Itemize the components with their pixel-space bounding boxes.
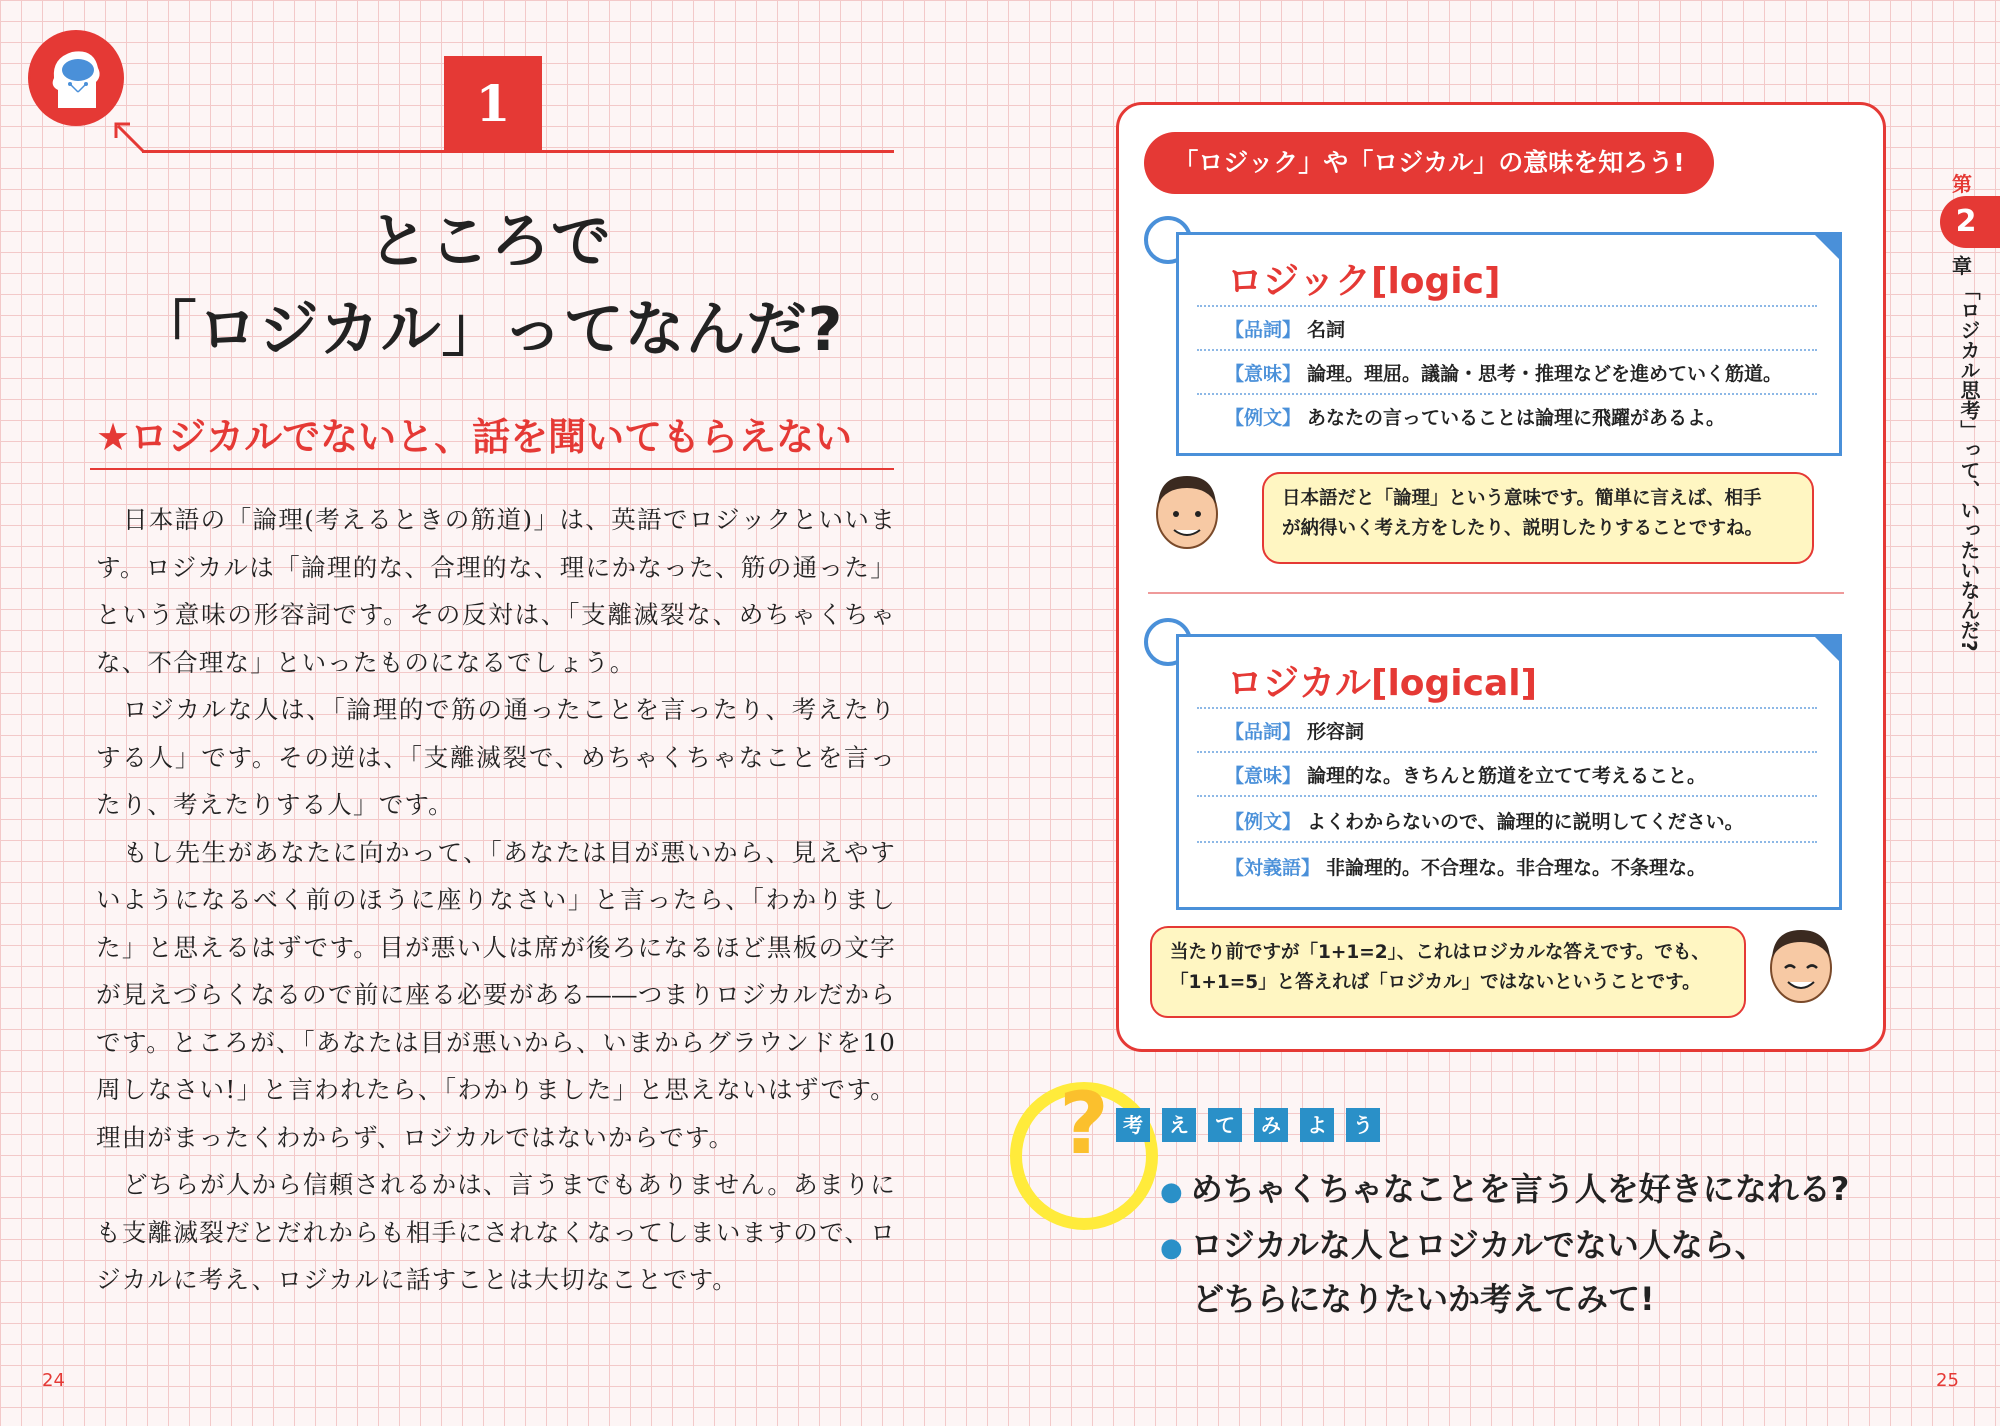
logic-row — [1225, 315, 1345, 342]
paragraph: どちらが人から信頼されるかは、言うまでもありません。あまりにも支離滅裂だとだれからも相手にされなくなってしまいますので、ロジカルに考え、ロジカルに話すことは大切なことです。 — [96, 1170, 896, 1294]
section-number: 1 — [444, 56, 542, 152]
bullet-icon: ● — [1160, 1233, 1183, 1263]
logic-term: ロジック[logic] — [1227, 261, 1501, 302]
question-1 — [1160, 1164, 1849, 1210]
think-char: う — [1346, 1108, 1380, 1142]
section-heading: ★ロジカルでないと、話を聞いてもらえない — [96, 415, 853, 459]
teacher-avatar — [1148, 464, 1226, 554]
think-char: よ — [1300, 1108, 1334, 1142]
divider — [1197, 349, 1817, 351]
chapter-suffix: 章 — [1952, 254, 1972, 278]
row-tag: 【品詞】 — [1225, 319, 1302, 341]
question-2 — [1160, 1220, 1767, 1266]
paragraph: 日本語の「論理(考えるときの筋道)」は、英語でロジックといいます。ロジカルは「論理的な、合理的な、理にかなった、筋の通った」という意味の形容詞です。その反対は、「支離滅裂な、めちゃくちゃな、不合理な」といったものになるでしょう。 — [96, 505, 896, 677]
bullet-icon: ● — [1160, 1177, 1183, 1207]
row-text: よくわからないので、論理的に説明してください。 — [1307, 811, 1744, 833]
row-text: 論理。理屈。議論・思考・推理などを進めていく筋道。 — [1307, 363, 1783, 385]
row-text: 名詞 — [1307, 319, 1346, 341]
think-label — [1116, 1108, 1392, 1142]
logical-row — [1225, 807, 1744, 834]
think-char: て — [1208, 1108, 1242, 1142]
divider — [1197, 707, 1817, 709]
logic-row — [1225, 359, 1782, 386]
row-text: あなたの言っていることは論理に飛躍があるよ。 — [1307, 407, 1726, 429]
row-tag: 【意味】 — [1225, 765, 1302, 787]
logic-row — [1225, 403, 1725, 430]
chapter-title-vertical: 「ロジカル思考」って、いったいなんだ? — [1957, 280, 1981, 652]
think-char: み — [1254, 1108, 1288, 1142]
comment-line: 日本語だと「論理」という意味です。簡単に言えば、相手 — [1282, 488, 1762, 509]
chapter-tab — [1940, 196, 2000, 248]
title-line-1: ところで — [368, 207, 612, 277]
logical-card — [1176, 634, 1842, 910]
logical-row — [1225, 717, 1364, 744]
logical-term: ロジカル[logical] — [1227, 663, 1538, 704]
divider — [1197, 841, 1817, 843]
divider — [1197, 795, 1817, 797]
row-tag: 【品詞】 — [1225, 721, 1302, 743]
row-text: 形容詞 — [1307, 721, 1365, 743]
divider — [1197, 751, 1817, 753]
paragraph: もし先生があなたに向かって、「あなたは目が悪いから、見えやすいようになるべく前のほうに座りなさい」と言ったら、「わかりました」と思えるはずです。目が悪い人は席が後ろになるほど黒板の文字が見えづらくなるので前に座る必要がある――つまりロジカルだからです。ところが、「あなたは目が悪いから、いまからグラウンドを10周しなさい!」と言われたら、「わかりました」と思えないはずです。理由がまったくわからず、ロジカルではないからです。 — [96, 837, 896, 1152]
chapter-tab-number: 2 — [1955, 204, 1977, 239]
comment-line: 当たり前ですが「1+1=2」、これはロジカルな答えです。でも、 — [1170, 942, 1710, 963]
divider — [1197, 393, 1817, 395]
corner-fold — [1812, 634, 1842, 664]
teacher-avatar — [1762, 918, 1840, 1008]
think-char: 考 — [1116, 1108, 1150, 1142]
logic-card — [1176, 232, 1842, 456]
page-number-right: 25 — [1936, 1370, 1959, 1391]
question-text: めちゃくちゃなことを言う人を好きになれる? — [1190, 1170, 1850, 1208]
box-heading: 「ロジック」や「ロジカル」の意味を知ろう! — [1144, 132, 1714, 194]
body-text — [96, 496, 896, 1304]
divider — [1197, 305, 1817, 307]
logic-comment-bubble — [1262, 472, 1814, 564]
page-number-left: 24 — [42, 1370, 65, 1391]
paragraph: ロジカルな人は、「論理的で筋の通ったことを言ったり、考えたりする人」です。その逆は、「支離滅裂で、めちゃくちゃなことを言ったり、考えたりする人」です。 — [96, 695, 896, 819]
question-text: ロジカルな人とロジカルでない人なら、 — [1190, 1226, 1767, 1264]
arrow-icon — [112, 120, 146, 154]
chapter-prefix: 第 — [1952, 172, 1972, 196]
section-rule — [90, 468, 894, 470]
row-tag: 【対義語】 — [1225, 857, 1321, 879]
question-mark-icon: ? — [1059, 1074, 1109, 1174]
logical-comment-bubble — [1150, 926, 1746, 1018]
title-line-2: 「ロジカル」ってなんだ? — [136, 295, 844, 365]
think-char: え — [1162, 1108, 1196, 1142]
row-tag: 【例文】 — [1225, 407, 1302, 429]
row-tag: 【例文】 — [1225, 811, 1302, 833]
question-2-cont: どちらになりたいか考えてみて! — [1192, 1280, 1655, 1318]
row-tag: 【意味】 — [1225, 363, 1302, 385]
logical-row — [1225, 761, 1706, 788]
comment-line: 「1+1=5」と答えれば「ロジカル」ではないということです。 — [1170, 972, 1701, 993]
page-title — [90, 198, 890, 374]
comment-line: が納得いく考え方をしたり、説明したりすることですね。 — [1282, 518, 1764, 539]
row-text: 非論理的。不合理な。非合理な。不条理な。 — [1326, 857, 1707, 879]
separator — [1148, 592, 1844, 594]
head-brain-icon — [28, 30, 124, 126]
logical-row — [1225, 853, 1706, 880]
row-text: 論理的な。きちんと筋道を立てて考えること。 — [1307, 765, 1707, 787]
corner-fold — [1812, 232, 1842, 262]
